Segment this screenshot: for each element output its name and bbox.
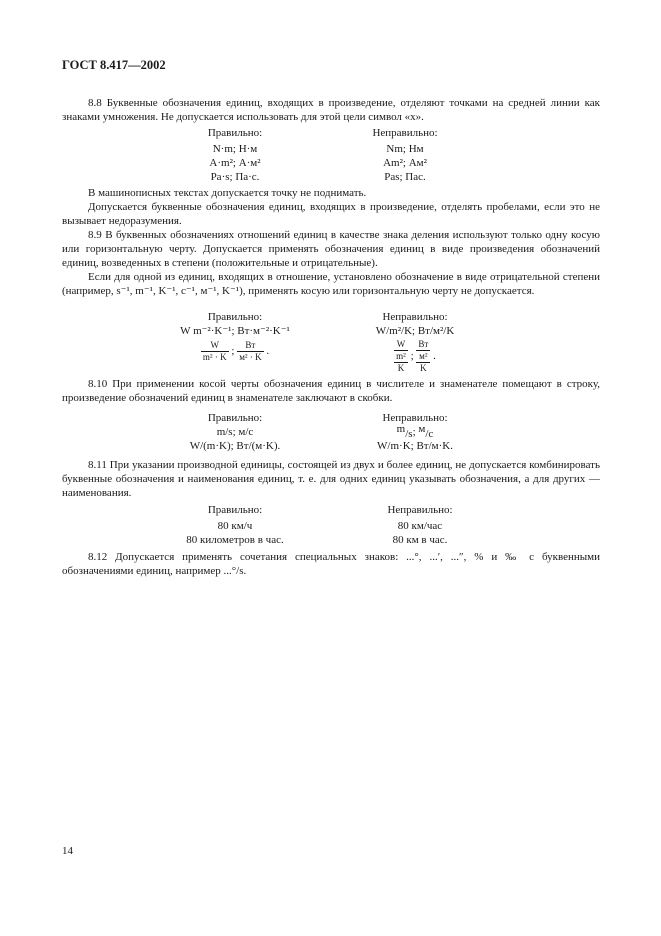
s89-correct-fraction	[237, 340, 263, 363]
s89-wrong-fraction	[394, 339, 408, 374]
fraction-middle: m²	[396, 351, 406, 361]
s88-wrong-line: Pas; Пас.	[384, 171, 426, 183]
s89-wrong-fractions	[345, 339, 485, 374]
fraction-numerator: W	[201, 340, 229, 352]
s88-wrong-line: Nm; Нм	[386, 143, 424, 155]
s89-correct-label: Правильно:	[207, 311, 263, 323]
separator: ;	[410, 350, 414, 363]
s89-wrong-line: W/m²/K; Вт/м²/K	[375, 325, 455, 337]
s89-wrong-fraction	[416, 339, 430, 374]
s811-wrong-label: Неправильно:	[387, 504, 453, 516]
s88-correct-line: A·m²; А·м²	[209, 157, 261, 169]
s88-correct-column	[185, 126, 285, 184]
page-number: 14	[62, 845, 73, 857]
fraction-top: W	[394, 339, 408, 351]
section-8-8-text: 8.8 Буквенные обозначения единиц, входящих в произведение, отделяют точками на средней линии как знаками умножения. Не допускается использовать для этой цели символ «х».	[62, 97, 600, 123]
s88-wrong-column	[355, 126, 455, 184]
s811-wrong-line: 80 км/час	[397, 520, 443, 532]
fraction-top: Вт	[418, 339, 429, 349]
denominator: /с	[425, 428, 434, 440]
fraction-denominator: m² · K	[202, 352, 227, 362]
numerator: m	[396, 423, 406, 435]
s811-wrong-line: 80 км в час.	[392, 534, 448, 546]
s811-wrong-column	[355, 503, 485, 547]
fraction-bottom: K	[397, 363, 405, 373]
s88-correct-line: N·m; Н·м	[212, 143, 258, 155]
numerator: м	[418, 423, 426, 435]
denominator: /s	[405, 428, 413, 440]
section-8-9-text: 8.9 В буквенных обозначениях отношений единиц в качестве знака деления используют только одну косую или горизонтальную черту. Допускается применять обозначения единиц в виде произведения обозначений единиц, возведенных в степени (положительные и отрицательные).	[62, 229, 600, 269]
s89-correct-fractions	[155, 340, 315, 363]
fraction-numerator: Вт	[237, 340, 263, 352]
fraction-denominator: м² · K	[239, 352, 262, 362]
period: .	[433, 350, 436, 363]
s811-correct-label: Правильно:	[207, 504, 263, 516]
fraction-bottom: K	[420, 363, 427, 373]
s810-wrong-column	[350, 411, 480, 453]
s89-wrong-label: Неправильно:	[382, 311, 448, 323]
s89-correct-line: W m⁻²·K⁻¹; Вт·м⁻²·K⁻¹	[180, 325, 290, 337]
section-8-9-text-2: Если для одной из единиц, входящих в отношение, установлено обозначение в виде отрицательной степени (например, s⁻¹, m⁻¹, K⁻¹, c⁻¹, м⁻¹, K⁻¹), применять косую или горизонтальную черту не допускается.	[62, 271, 600, 297]
s811-correct-column	[170, 503, 300, 547]
s810-wrong-label: Неправильно:	[382, 412, 448, 424]
s88-note-2: Допускается буквенные обозначения единиц, входящих в произведение, отделять пробелами, если это не вызывает недоразумения.	[62, 201, 600, 227]
s88-wrong-line: Am²; Ам²	[383, 157, 427, 169]
s810-wrong-line: W/m·K; Вт/м·K.	[377, 440, 453, 452]
period: .	[266, 345, 270, 358]
s810-wrong-line-1	[350, 425, 480, 439]
s88-wrong-label: Неправильно:	[372, 127, 438, 139]
separator: ;	[412, 426, 419, 438]
section-8-11-text: 8.11 При указании производной единицы, состоящей из двух и более единиц, не допускается комбинировать буквенные обозначения и наименования единиц, т. е. для одних единиц указывать обозначения, а для других — наименования.	[62, 459, 600, 499]
s810-correct-line: m/s; м/с	[216, 426, 254, 438]
s810-correct-column	[170, 411, 300, 453]
s89-correct-fraction	[201, 340, 229, 363]
s810-correct-label: Правильно:	[207, 412, 263, 424]
separator: ;	[231, 345, 235, 358]
s811-correct-line: 80 километров в час.	[186, 534, 284, 546]
s88-correct-label: Правильно:	[207, 127, 263, 139]
s811-correct-line: 80 км/ч	[217, 520, 253, 532]
document-header: ГОСТ 8.417—2002	[62, 58, 166, 72]
s88-note-1: В машинописных текстах допускается точку не поднимать.	[88, 187, 367, 199]
s89-correct-column	[155, 310, 315, 363]
s88-correct-line: Pa·s; Па·с.	[210, 171, 260, 183]
section-8-10-text: 8.10 При применении косой черты обозначения единиц в числителе и знаменателе помещают в строку, произведение обозначений единиц в знаменателе заключают в скобки.	[62, 378, 600, 404]
s89-wrong-column	[345, 310, 485, 374]
section-8-12-text: 8.12 Допускается применять сочетания специальных знаков: ...°, ...′, ...″, % и ‰ с буквенными обозначениями единиц, например ...°/s.	[62, 551, 600, 577]
fraction-middle: м²	[416, 351, 430, 363]
s810-correct-line: W/(m·K); Вт/(м·K).	[189, 440, 281, 452]
